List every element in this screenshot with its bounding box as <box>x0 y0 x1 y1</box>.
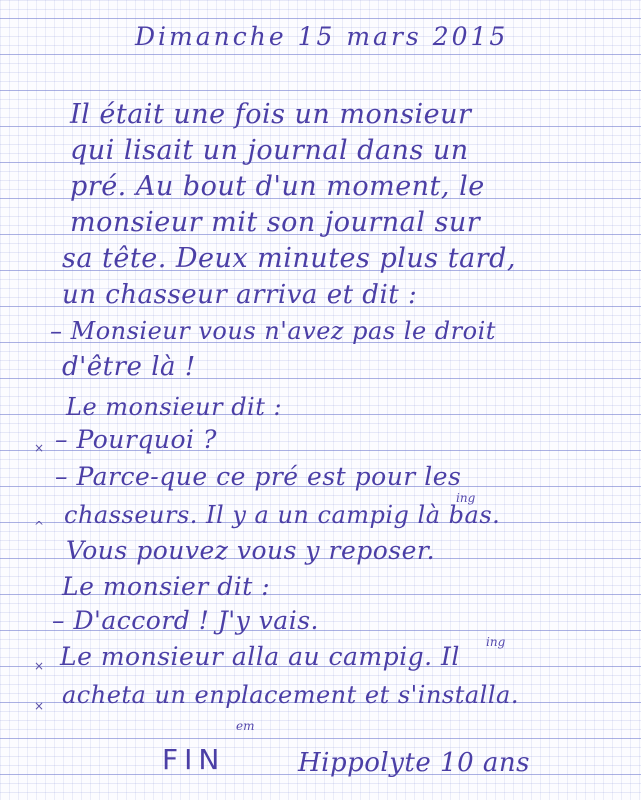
correction-ing-1: ing <box>456 491 476 505</box>
text-line-14: Le monsier dit : <box>62 572 271 601</box>
margin-marker-4: × <box>34 699 45 713</box>
text-line-15: – D'accord ! J'y vais. <box>52 606 319 635</box>
text-line-13: Vous pouvez vous y reposer. <box>66 536 436 565</box>
text-line-7: – Monsieur vous n'avez pas le droit <box>50 317 496 345</box>
text-line-4: monsieur mit son journal sur <box>70 207 481 238</box>
fin-label: FIN <box>162 743 226 776</box>
correction-em: em <box>236 719 255 733</box>
text-line-10: – Pourquoi ? <box>55 425 217 454</box>
text-line-6: un chasseur arriva et dit : <box>62 280 418 310</box>
text-line-12: chasseurs. Il y a un campig là bas. <box>64 501 501 529</box>
text-line-1: Il était une fois un monsieur <box>70 99 472 130</box>
text-line-9: Le monsieur dit : <box>66 393 283 421</box>
text-line-11: – Parce-que ce pré est pour les <box>55 462 462 491</box>
correction-ing-2: ing <box>486 635 506 649</box>
text-line-2: qui lisait un journal dans un <box>70 135 469 166</box>
text-line-8: d'être là ! <box>62 352 196 382</box>
margin-marker-1: × <box>34 441 45 455</box>
margin-marker-3: × <box>34 659 45 673</box>
date-heading: Dimanche 15 mars 2015 <box>135 22 509 51</box>
author-signature: Hippolyte 10 ans <box>298 748 530 778</box>
text-line-5: sa tête. Deux minutes plus tard, <box>62 243 516 274</box>
text-line-16: Le monsieur alla au campig. Il <box>60 642 460 671</box>
text-line-3: pré. Au bout d'un moment, le <box>70 171 485 202</box>
margin-marker-2: ^ <box>34 519 45 533</box>
text-line-17: acheta un enplacement et s'installa. <box>62 681 519 709</box>
